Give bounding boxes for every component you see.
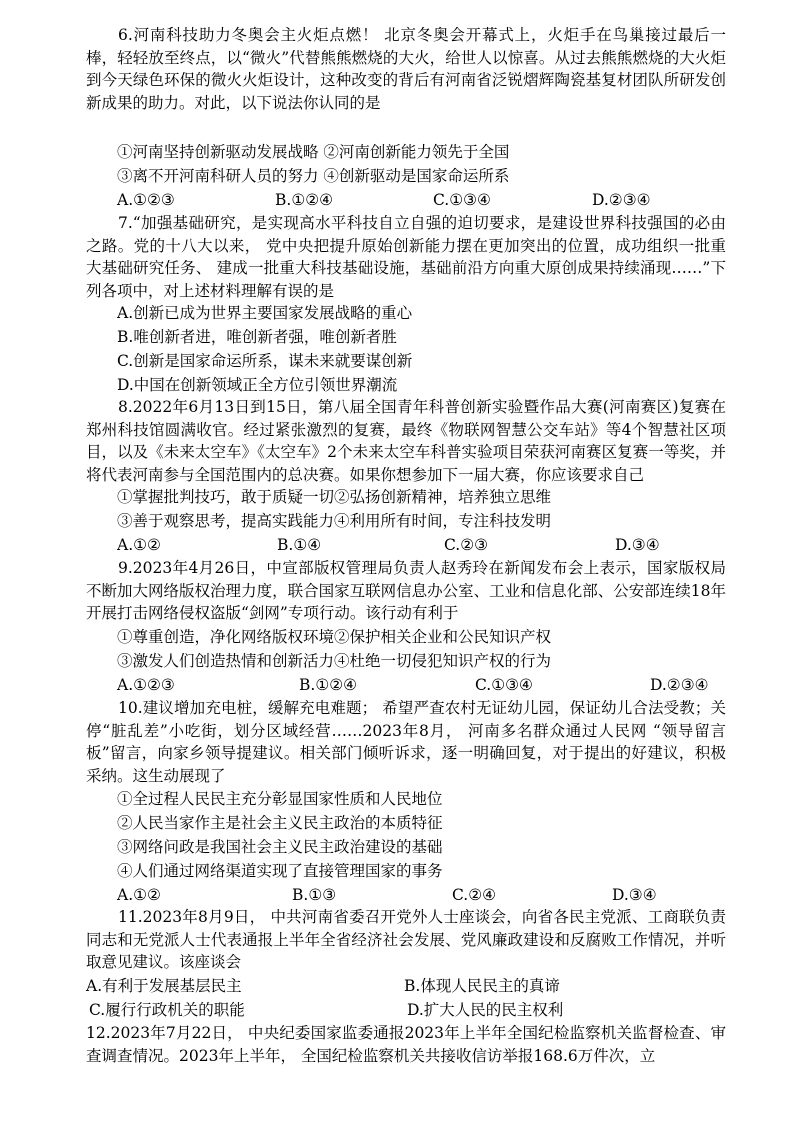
q9-statements-1: ①尊重创造，净化网络版权环境②保护相关企业和公民知识产权 xyxy=(117,628,552,646)
q7-choice-a: A.创新已成为世界主要国家发展战略的重心 xyxy=(117,304,413,322)
q10-choice-a: A.①② xyxy=(117,886,161,904)
q9-stem: 9.2023年4月26日，中宣部版权管理局负责人赵秀玲在新闻发布会上表示，国家版权局不断加大网络版权治理力度，联合国家互联网信息办公室、工业和信息化部、公安部连续18年开展打击网络侵权盗版“剑网”专项行动。该行动有利于 xyxy=(86,559,726,622)
q9-choice-b: B.①②④ xyxy=(299,676,358,694)
q6-stem: 6.河南科技助力冬奥会主火炬点燃！ 北京冬奥会开幕式上，火炬手在鸟巢接过最后一棒，轻轻放至终点，以“微火”代替熊熊燃烧的大火，给世人以惊喜。从过去熊熊燃烧的大火炬到今天绿色环保的微火火炬设计，这种改变的背后有河南省泛锐熠辉陶瓷基复材团队所研发创新成果的助力。对此，以下说法你认同的是 xyxy=(86,26,726,112)
q8-choice-d: D.③④ xyxy=(615,536,660,554)
q6-choice-d: D.②③④ xyxy=(592,191,651,209)
q8-choice-a: A.①② xyxy=(117,536,161,554)
q11-choice-b: B.体现人民民主的真谛 xyxy=(404,977,560,995)
q10-choices xyxy=(117,884,727,906)
q9-choice-a: A.①②③ xyxy=(117,676,175,694)
q10-statement-4: ④人们通过网络渠道实现了直接管理国家的事务 xyxy=(117,862,443,880)
q11-choices-row-2 xyxy=(86,999,726,1021)
q12-stem: 12.2023年7月22日， 中央纪委国家监委通报2023年上半年全国纪检监察机关监督检查、审查调查情况。2023年上半年， 全国纪检监察机关共接收信访举报168.6万件次，立 xyxy=(86,1024,726,1065)
q8-choices xyxy=(117,534,727,556)
q9-choice-c: C.①③④ xyxy=(475,676,533,694)
q10-choice-b: B.①③ xyxy=(292,886,337,904)
q6-statements-2: ③离不开河南科研人员的努力 ④创新驱动是国家命运所系 xyxy=(117,167,510,185)
q8-stem: 8.2022年6月13日到15日，第八届全国青年科普创新实验暨作品大赛(河南赛区)复赛在郑州科技馆圆满收官。经过紧张激烈的复赛，最终《物联网智慧公交车站》等4个智慧社区项目，以及《未来太空车》《太空车》2个未来太空车科普实验项目荣获河南赛区复赛一等奖，并将代表河南参与全国范围内的总决赛。如果你想参加下一届大赛，你应该要求自己 xyxy=(86,398,726,484)
q8-choice-c: C.②③ xyxy=(444,536,489,554)
q10-stem: 10.建议增加充电桩，缓解充电难题； 希望严查农村无证幼儿园，保证幼儿合法受教；关停“脏乱差”小吃街，划分区域经营……2023年8月， 河南多名群众通过人民网 “领导留言板”留言，向家乡领导提建议。相关部门倾听诉求，逐一明确回复，对于提出的好建议，积极采纳。这生动展现了 xyxy=(86,699,726,785)
q7-stem: 7.“加强基础研究，是实现高水平科技自立自强的迫切要求，是建设世界科技强国的必由之路。党的十八大以来， 党中央把提升原始创新能力摆在更加突出的位置，成功组织一批重大基础研究任务、 建成一批重大科技基础设施，基础前沿方向重大原创成果持续涌现……”下列各项中，对上述材料理解有误的是 xyxy=(86,214,726,300)
q10-choice-d: D.③④ xyxy=(612,886,657,904)
q10-statement-2: ②人民当家作主是社会主义民主政治的本质特征 xyxy=(117,814,443,832)
q7-choice-d: D.中国在创新领域正全方位引领世界潮流 xyxy=(117,376,398,394)
q11-stem: 11.2023年8月9日， 中共河南省委召开党外人士座谈会，向省各民主党派、工商联负责同志和无党派人士代表通报上半年全省经济社会发展、党风廉政建设和反腐败工作情况，并听取意见建议。该座谈会 xyxy=(86,908,726,971)
q7-choice-c: C.创新是国家命运所系，谋未来就要谋创新 xyxy=(117,352,413,370)
q10-statement-1: ①全过程人民民主充分彰显国家性质和人民地位 xyxy=(117,790,443,808)
q9-statements-2: ③激发人们创造热情和创新活力④杜绝一切侵犯知识产权的行为 xyxy=(117,652,552,670)
q11-choice-a: A.有利于发展基层民主 xyxy=(86,977,242,995)
q8-statements-2: ③善于观察思考，提高实践能力④利用所有时间，专注科技发明 xyxy=(117,512,552,530)
q6-choice-c: C.①③④ xyxy=(433,191,491,209)
q6-choice-b: B.①②④ xyxy=(275,191,334,209)
q10-statement-3: ③网络问政是我国社会主义民主政治建设的基础 xyxy=(117,838,443,856)
q10-choice-c: C.②④ xyxy=(452,886,497,904)
q11-choice-d: D.扩大人民的民主权利 xyxy=(407,1001,564,1019)
q9-choices xyxy=(117,674,727,696)
q6-choice-a: A.①②③ xyxy=(117,191,175,209)
q11-choice-c: C.履行行政机关的职能 xyxy=(89,1001,245,1019)
q8-choice-b: B.①④ xyxy=(277,536,322,554)
q11-choices-row-1 xyxy=(86,975,726,997)
q6-choices xyxy=(117,189,727,211)
q6-statements-1: ①河南坚持创新驱动发展战略 ②河南创新能力领先于全国 xyxy=(117,143,510,161)
q8-statements-1: ①掌握批判技巧，敢于质疑一切②弘扬创新精神，培养独立思维 xyxy=(117,488,552,506)
q9-choice-d: D.②③④ xyxy=(650,676,709,694)
q7-choice-b: B.唯创新者进，唯创新者强，唯创新者胜 xyxy=(117,328,397,346)
